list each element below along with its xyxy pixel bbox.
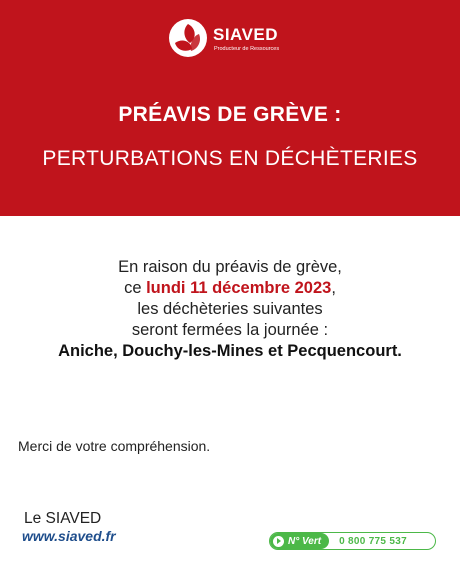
closed-sites: Aniche, Douchy-les-Mines et Pecquencourt.	[58, 342, 402, 360]
signature: Le SIAVED	[24, 510, 102, 527]
website-link[interactable]: www.siaved.fr	[22, 528, 116, 544]
message-line: En raison du préavis de grève,	[118, 258, 342, 276]
message-line: les déchèteries suivantes	[137, 300, 323, 318]
message-date-prefix: ce	[124, 279, 147, 297]
brand-tagline: Producteur de Ressources	[214, 46, 280, 52]
message-line: seront fermées la journée :	[131, 321, 329, 339]
subheadline: PERTURBATIONS EN DÉCHÈTERIES	[42, 147, 418, 170]
strike-date: lundi 11 décembre 2023	[146, 279, 332, 297]
headline: PRÉAVIS DE GRÈVE :	[118, 103, 342, 126]
green-number-badge[interactable]	[269, 532, 436, 550]
announcement-message	[0, 257, 460, 362]
green-number-value: 0 800 775 537	[339, 535, 407, 547]
green-number-label: N° Vert	[288, 535, 322, 547]
logo-icon	[166, 16, 210, 60]
message-date-suffix: ,	[331, 279, 336, 297]
green-number-tag	[270, 533, 329, 549]
thanks-text: Merci de votre compréhension.	[18, 438, 211, 454]
brand-name: SIAVED	[213, 25, 279, 44]
header-banner	[0, 0, 460, 216]
siaved-logo	[166, 16, 296, 60]
arrow-right-icon	[273, 536, 284, 547]
message-date-line	[0, 278, 460, 299]
